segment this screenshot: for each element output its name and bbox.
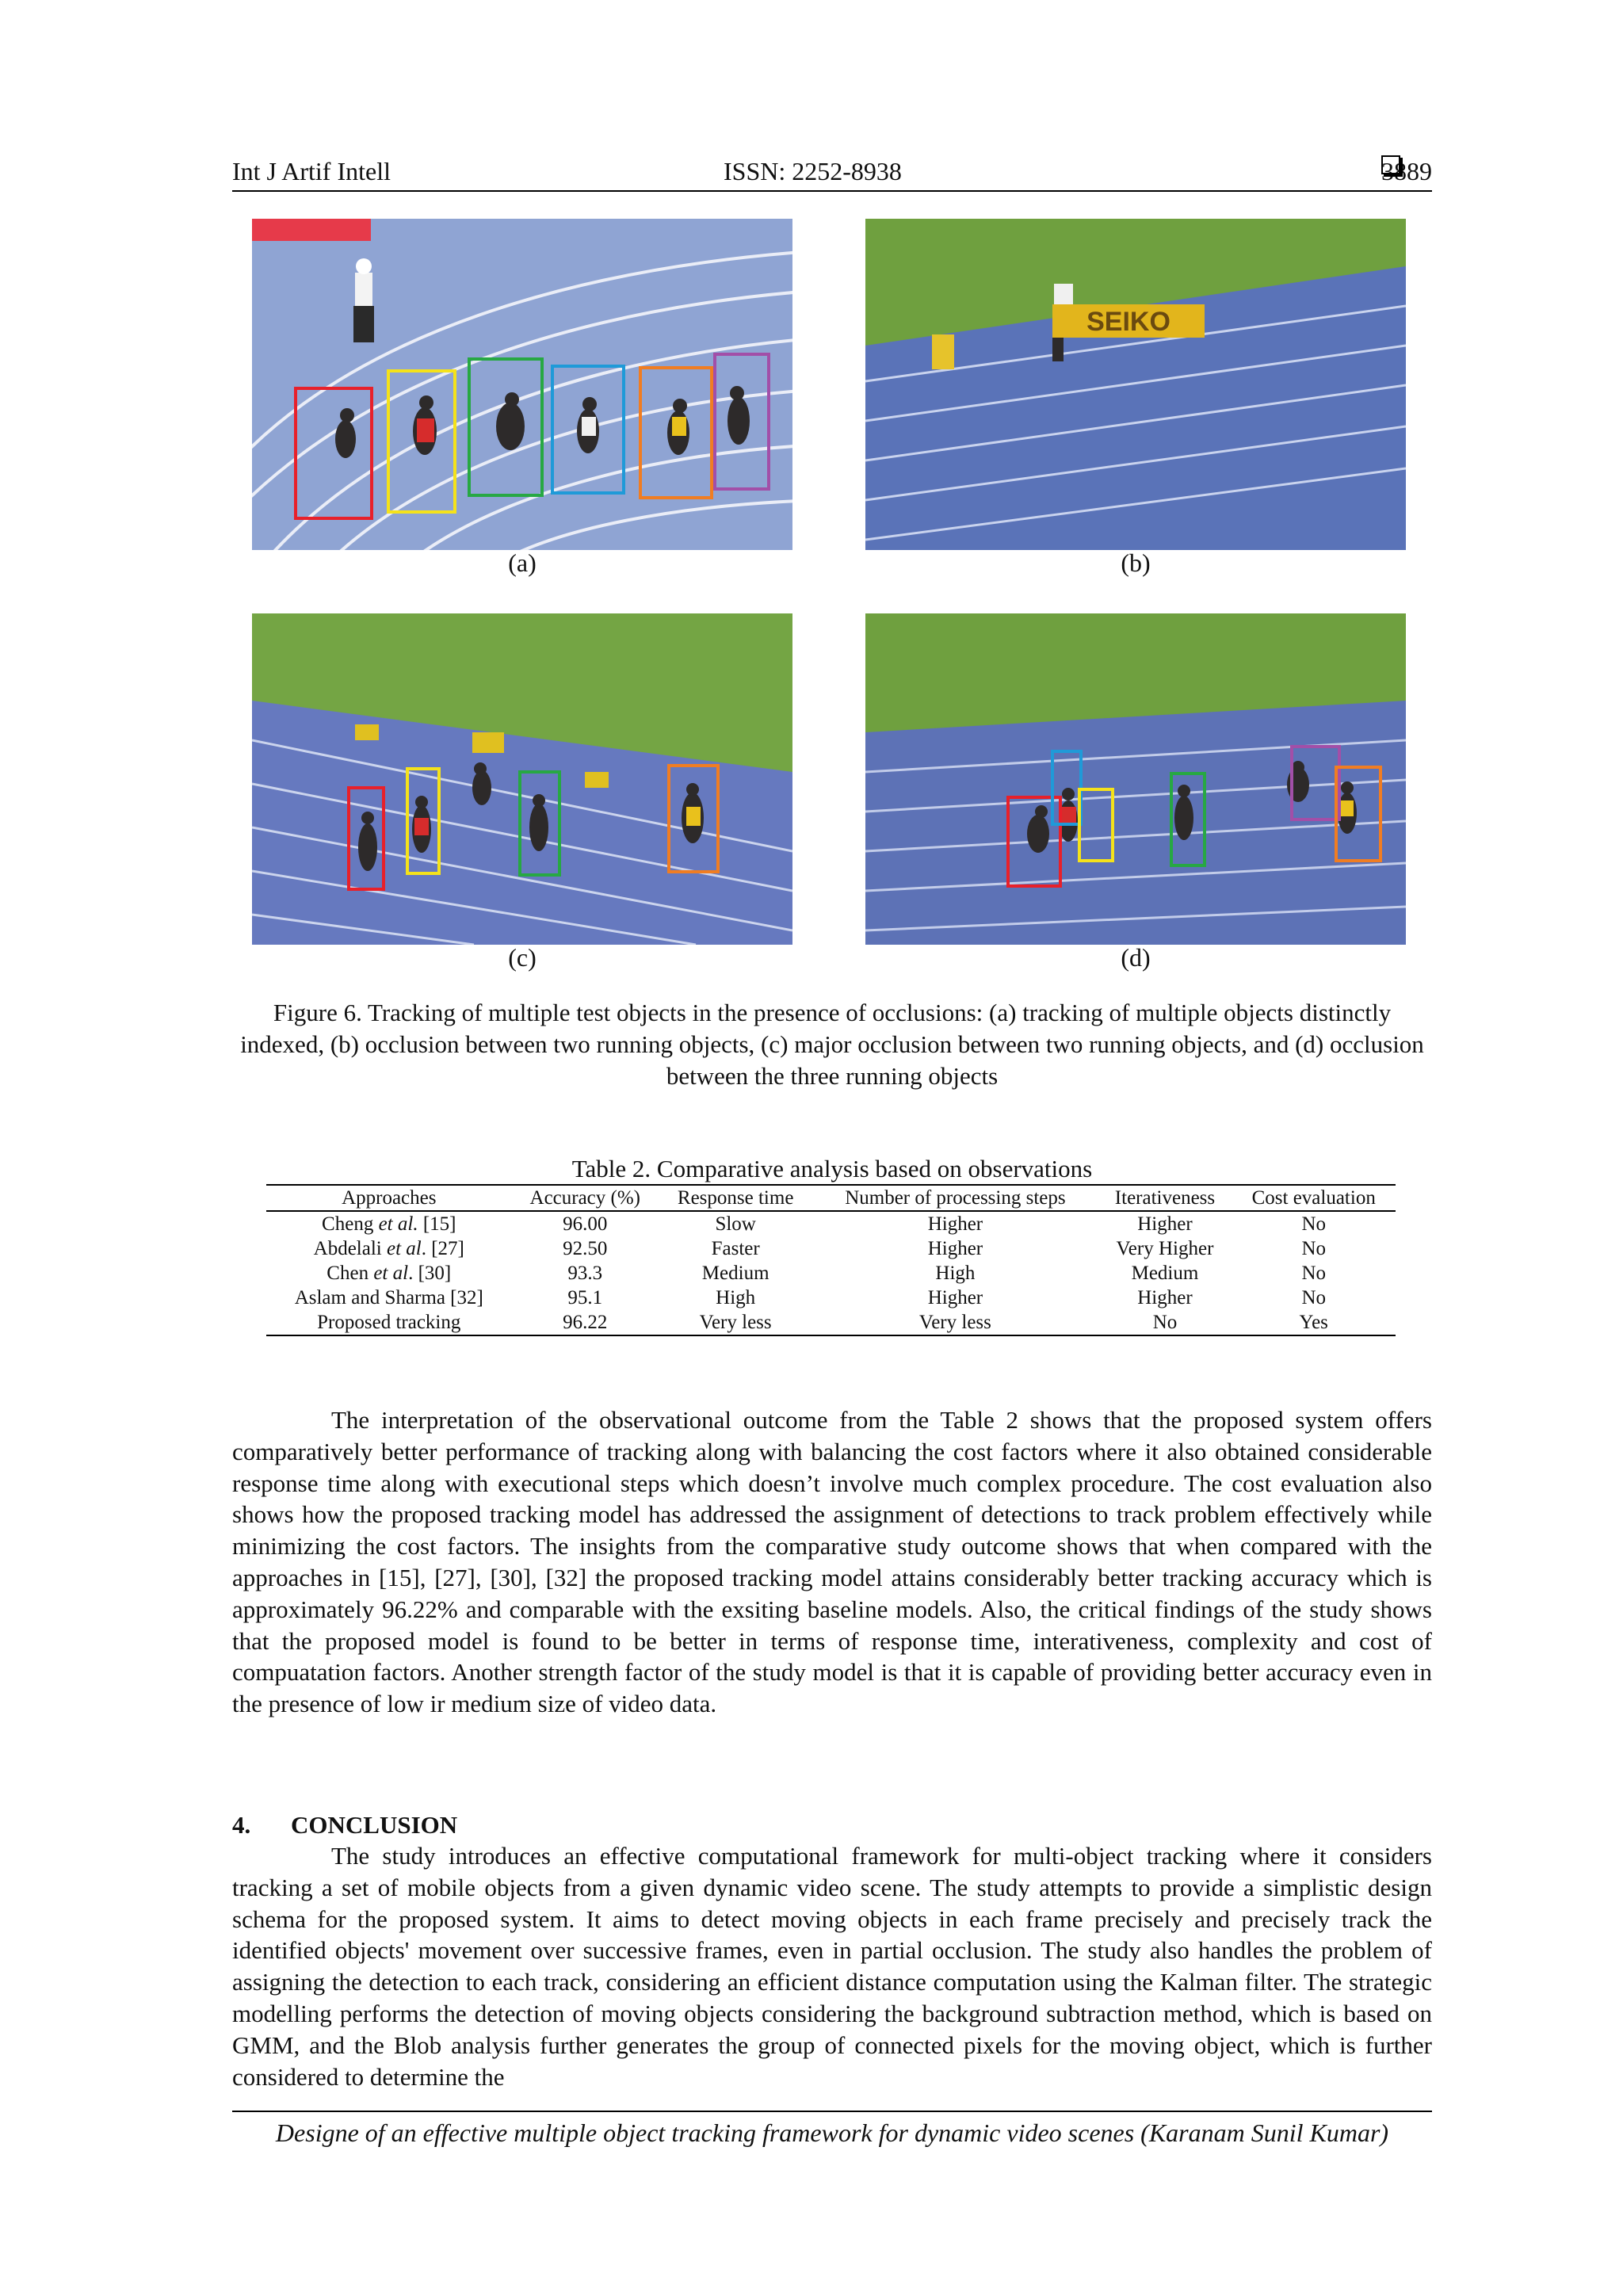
page-number: 3889 bbox=[1381, 157, 1432, 185]
panel-label-b: (b) bbox=[1121, 548, 1151, 577]
cell-approach: Proposed tracking bbox=[266, 1310, 512, 1335]
cell-iterativeness: Very Higher bbox=[1116, 1238, 1214, 1259]
seiko-banner-text: SEIKO bbox=[1086, 307, 1170, 337]
cell-cost: No bbox=[1301, 1287, 1326, 1308]
cell-approach: Aslam and Sharma [32] bbox=[294, 1287, 483, 1308]
cell-iterativeness: Higher bbox=[1137, 1213, 1193, 1235]
panel-label-d: (d) bbox=[1121, 943, 1151, 972]
running-footer: Designe of an effective multiple object tracking framework for dynamic video scenes (Karanam Sunil Kumar) bbox=[232, 2111, 1432, 2149]
figure-caption: Figure 6. Tracking of multiple test objects in the presence of occlusions: (a) tracking of multiple objects distinctly indexed, (b) occlusion between two running objects, (c) major occlusion between two running objects, and (d) occlusion between the three running objects bbox=[240, 999, 1424, 1090]
cell-approach: Abdelali et al. [27] bbox=[313, 1238, 464, 1259]
comparison-table bbox=[266, 1184, 1396, 1336]
col-header: Cost evaluation bbox=[1232, 1185, 1396, 1211]
cell-cost: No bbox=[1301, 1263, 1326, 1284]
body-paragraph-2: The study introduces an effective computational framework for multi-object tracking where it considers tracking a set of mobile objects from a given dynamic video scene. The study attempts to provide a simplistic design schema for the proposed system. It aims to detect moving objects in each frame precisely and precisely track the identified objects' movement over successive frames, even in partial occlusion. The study also handles the problem of assigning the detection to each track, considering an efficient distance computation using the Kalman filter. The strategic modelling performs the detection of moving objects considering the background subtraction method, which is based on GMM, and the Blob analysis further generates the group of connected pixels for the moving object, which is further considered to determine the bbox=[232, 1842, 1432, 2091]
journal-name: Int J Artif Intell bbox=[232, 157, 391, 185]
table-caption: Table 2. Comparative analysis based on observations bbox=[571, 1155, 1093, 1182]
cell-cost: Yes bbox=[1232, 1310, 1396, 1335]
panel-label-a: (a) bbox=[508, 548, 537, 577]
cell-steps: Higher bbox=[927, 1238, 983, 1259]
cell-accuracy: 93.3 bbox=[567, 1263, 603, 1284]
table-row bbox=[266, 1236, 1396, 1261]
cell-approach: Cheng et al. [15] bbox=[322, 1213, 456, 1235]
table-row bbox=[266, 1211, 1396, 1236]
panel-label-c: (c) bbox=[508, 943, 537, 972]
cell-accuracy: 92.50 bbox=[563, 1238, 608, 1259]
table-row bbox=[266, 1310, 1396, 1335]
cell-steps: Very less bbox=[812, 1310, 1098, 1335]
col-header: Approaches bbox=[266, 1185, 512, 1211]
table-row bbox=[266, 1261, 1396, 1286]
figure-panel-c bbox=[252, 613, 792, 945]
cell-steps: Higher bbox=[927, 1287, 983, 1308]
col-header: Number of processing steps bbox=[812, 1185, 1098, 1211]
cell-approach: Chen et al. [30] bbox=[327, 1263, 452, 1284]
cell-iterativeness: Medium bbox=[1131, 1263, 1199, 1284]
cell-steps: High bbox=[935, 1263, 976, 1284]
cell-iterativeness: No bbox=[1098, 1310, 1232, 1335]
cell-accuracy: 95.1 bbox=[567, 1287, 603, 1308]
section-number: 4. bbox=[232, 1811, 251, 1839]
figure-panel-b bbox=[865, 219, 1406, 550]
cell-cost: No bbox=[1301, 1213, 1326, 1235]
running-header bbox=[232, 155, 1432, 192]
body-paragraph-1: The interpretation of the observational outcome from the Table 2 shows that the proposed system offers comparatively better performance of tracking along with balancing the cost factors where it also obtained considerable response time along with executional steps which doesn’t involve much complex procedure. The cost evaluation also shows how the proposed tracking model has addressed the assignment of detections to track problem effectively while minimizing the cost factors. The insights from the comparative study outcome shows that when compared with the approaches in [15], [27], [30], [32] the proposed tracking model attains considerably better tracking accuracy which is approximately 96.22% and comparable with the exsiting baseline models. Also, the critical findings of the study shows that the proposed model is found to be better in terms of response time, interativeness, complexity and cost of compuatation factors. Another strength factor of the study model is that it is capable of providing better accuracy even in the presence of low ir medium size of video data. bbox=[232, 1406, 1432, 1718]
table-header-row bbox=[266, 1185, 1396, 1211]
col-header: Iterativeness bbox=[1098, 1185, 1232, 1211]
section-title: CONCLUSION bbox=[291, 1811, 458, 1839]
cell-response: Very less bbox=[659, 1310, 812, 1335]
table-row bbox=[266, 1286, 1396, 1310]
figure-panel-d bbox=[865, 613, 1406, 945]
cell-response: Slow bbox=[715, 1213, 756, 1235]
page-number-group bbox=[1381, 155, 1432, 187]
cell-response: Faster bbox=[711, 1238, 760, 1259]
cell-response: Medium bbox=[701, 1263, 769, 1284]
col-header: Accuracy (%) bbox=[512, 1185, 659, 1211]
cell-response: High bbox=[716, 1287, 756, 1308]
cell-accuracy: 96.22 bbox=[512, 1310, 659, 1335]
issn: ISSN: 2252-8938 bbox=[724, 157, 902, 185]
seiko-banner bbox=[1052, 304, 1205, 338]
section-heading bbox=[232, 1811, 457, 1839]
figure-panel-a bbox=[252, 219, 792, 550]
cell-accuracy: 96.00 bbox=[563, 1213, 608, 1235]
col-header: Response time bbox=[659, 1185, 812, 1211]
cell-cost: No bbox=[1301, 1238, 1326, 1259]
cell-iterativeness: Higher bbox=[1137, 1287, 1193, 1308]
square-bullet-icon bbox=[1381, 155, 1400, 174]
cell-steps: Higher bbox=[927, 1213, 983, 1235]
